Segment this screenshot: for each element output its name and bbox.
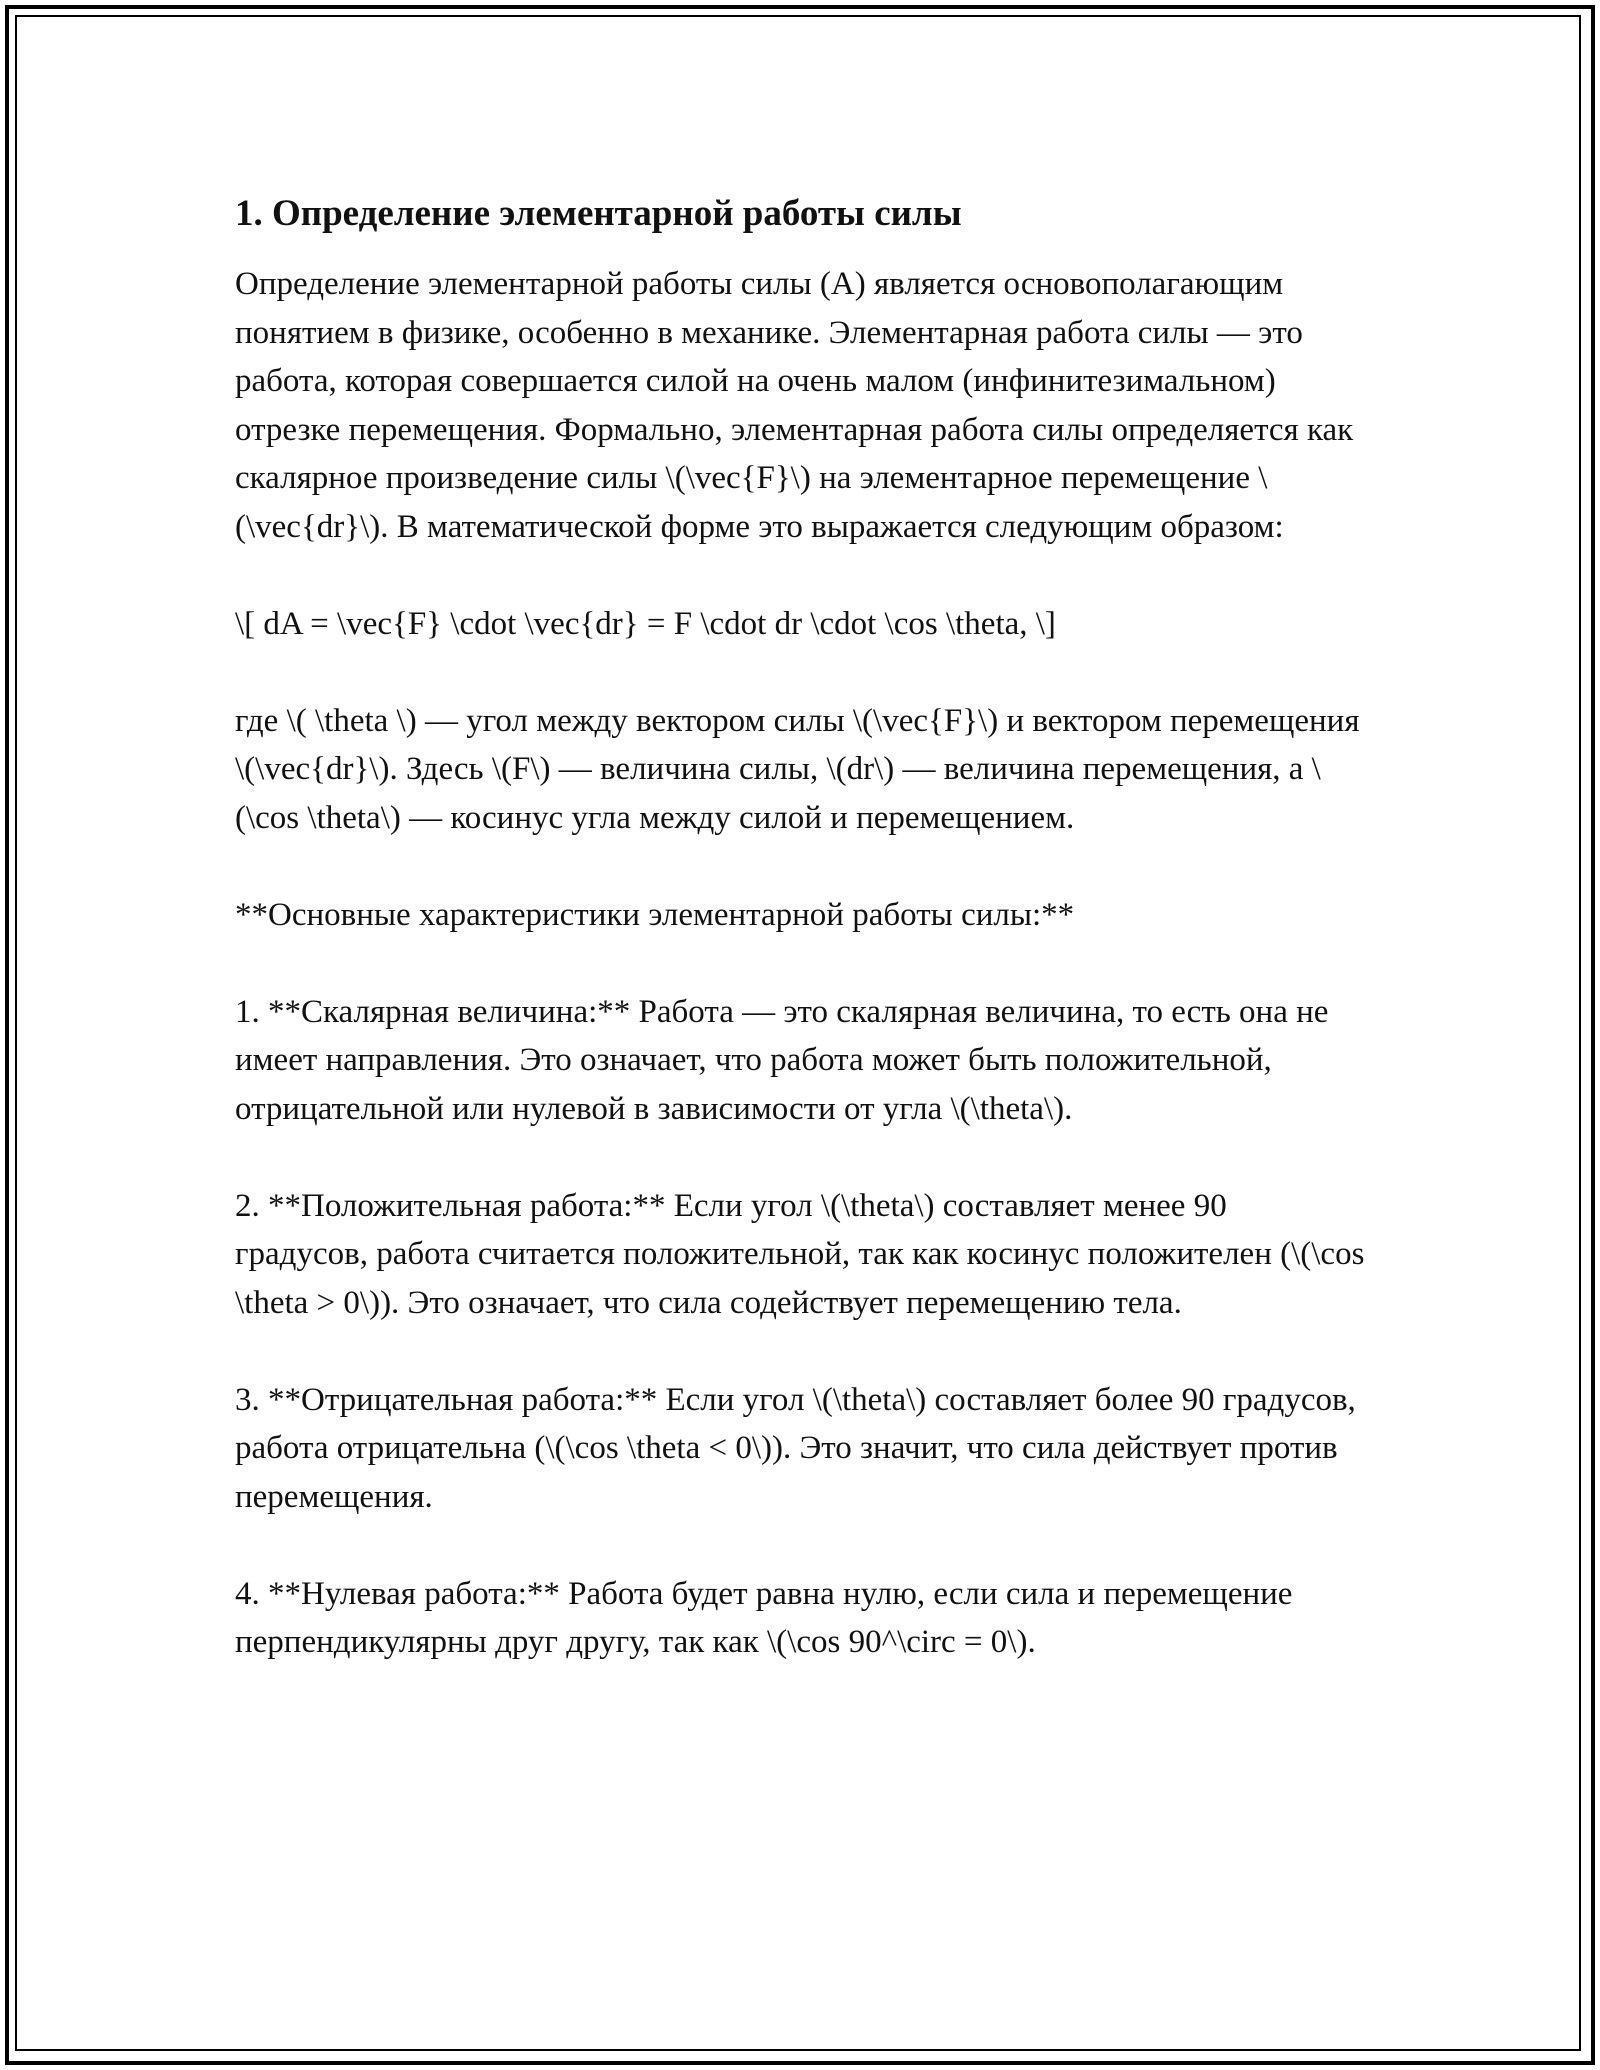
- section-title: 1. Определение элементарной работы силы: [235, 193, 962, 234]
- list-item-scalar: 1. **Скалярная величина:** Работа — это скалярная величина, то есть она не имеет направления. Это означает, что работа может быть положительной, отрицательной или нулевой в зависимости от угла \(\theta\).: [235, 993, 1329, 1127]
- list-item-zero-work: 4. **Нулевая работа:** Работа будет равна нулю, если сила и перемещение перпендикулярны друг другу, так как \(\cos 90^\circ = 0\).: [235, 1575, 1293, 1660]
- paragraph-explanation: где \( \theta \) — угол между вектором силы \(\vec{F}\) и вектором перемещения \(\vec{dr}\). Здесь \(F\) — величина силы, \(dr\) — величина перемещения, а \(\cos \theta\) — косинус угла между силой и перемещением.: [235, 702, 1360, 836]
- document-body: [235, 186, 1365, 1667]
- list-item-negative-work: 3. **Отрицательная работа:** Если угол \(\theta\) составляет более 90 градусов, работа отрицательна (\(\cos \theta < 0\)). Это значит, что сила действует против перемещения.: [235, 1381, 1356, 1515]
- paragraph-characteristics-heading: **Основные характеристики элементарной работы силы:**: [235, 896, 1075, 933]
- list-item-positive-work: 2. **Положительная работа:** Если угол \(\theta\) составляет менее 90 градусов, работа считается положительной, так как косинус положителен (\(\cos \theta > 0\)). Это означает, что сила содействует перемещению тела.: [235, 1187, 1365, 1321]
- paragraph-definition: Определение элементарной работы силы (A) является основополагающим понятием в физике, особенно в механике. Элементарная работа силы — это работа, которая совершается силой на очень малом (инфинитезимальном) отрезке перемещения. Формально, элементарная работа силы определяется как скалярное произведение силы \(\vec{F}\) на элементарное перемещение \(\vec{dr}\). В математической форме это выражается следующим образом:: [235, 266, 1354, 545]
- paragraph-formula: \[ dA = \vec{F} \cdot \vec{dr} = F \cdot dr \cdot \cos \theta, \]: [235, 605, 1056, 642]
